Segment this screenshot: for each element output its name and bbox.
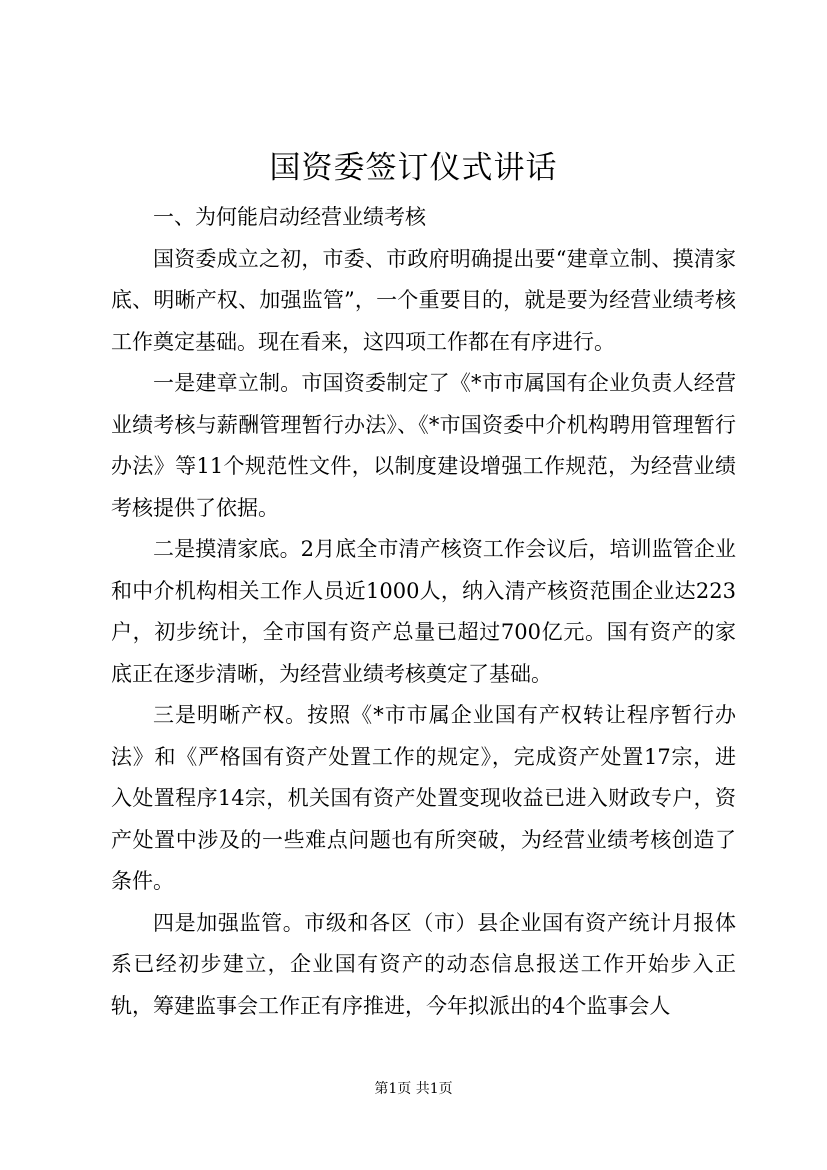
section-heading: 一、为何能启动经营业绩考核 <box>153 205 426 229</box>
paragraph: 一是建章立制。市国资委制定了《*市市属国有企业负责人经营业绩考核与薪酬管理暂行办法》、《*市国资委中介机构聘用管理暂行办法》等11个规范性文件，以制度建设增强工作规范，为经营业绩考核提供了依据。 <box>111 371 736 520</box>
document-body <box>111 197 736 1027</box>
paragraph: 四是加强监管。市级和各区（市）县企业国有资产统计月报体系已经初步建立，企业国有资产的动态信息报送工作开始步入正轨，筹建监事会工作正有序推进，今年拟派出的4个监事会人 <box>111 910 736 1018</box>
paragraph: 三是明晰产权。按照《*市市属企业国有产权转让程序暂行办法》和《严格国有资产处置工作的规定》，完成资产处置17宗，进入处置程序14宗，机关国有资产处置变现收益已进入财政专户，资产处置中涉及的一些难点问题也有所突破，为经营业绩考核创造了条件。 <box>111 703 736 893</box>
paragraph: 国资委成立之初，市委、市政府明确提出要“建章立制、摸清家底、明晰产权、加强监管”，一个重要目的，就是要为经营业绩考核工作奠定基础。现在看来，这四项工作都在有序进行。 <box>111 246 736 354</box>
document-title: 国资委签订仪式讲话 <box>269 150 558 186</box>
page-footer <box>0 1079 827 1099</box>
paragraph: 二是摸清家底。2月底全市清产核资工作会议后，培训监管企业和中介机构相关工作人员近1000人，纳入清产核资范围企业达223户，初步统计，全市国有资产总量已超过700亿元。国有资产的家底正在逐步清晰，为经营业绩考核奠定了基础。 <box>111 537 736 686</box>
page-number-label: 第1页 共1页 <box>374 1081 453 1097</box>
